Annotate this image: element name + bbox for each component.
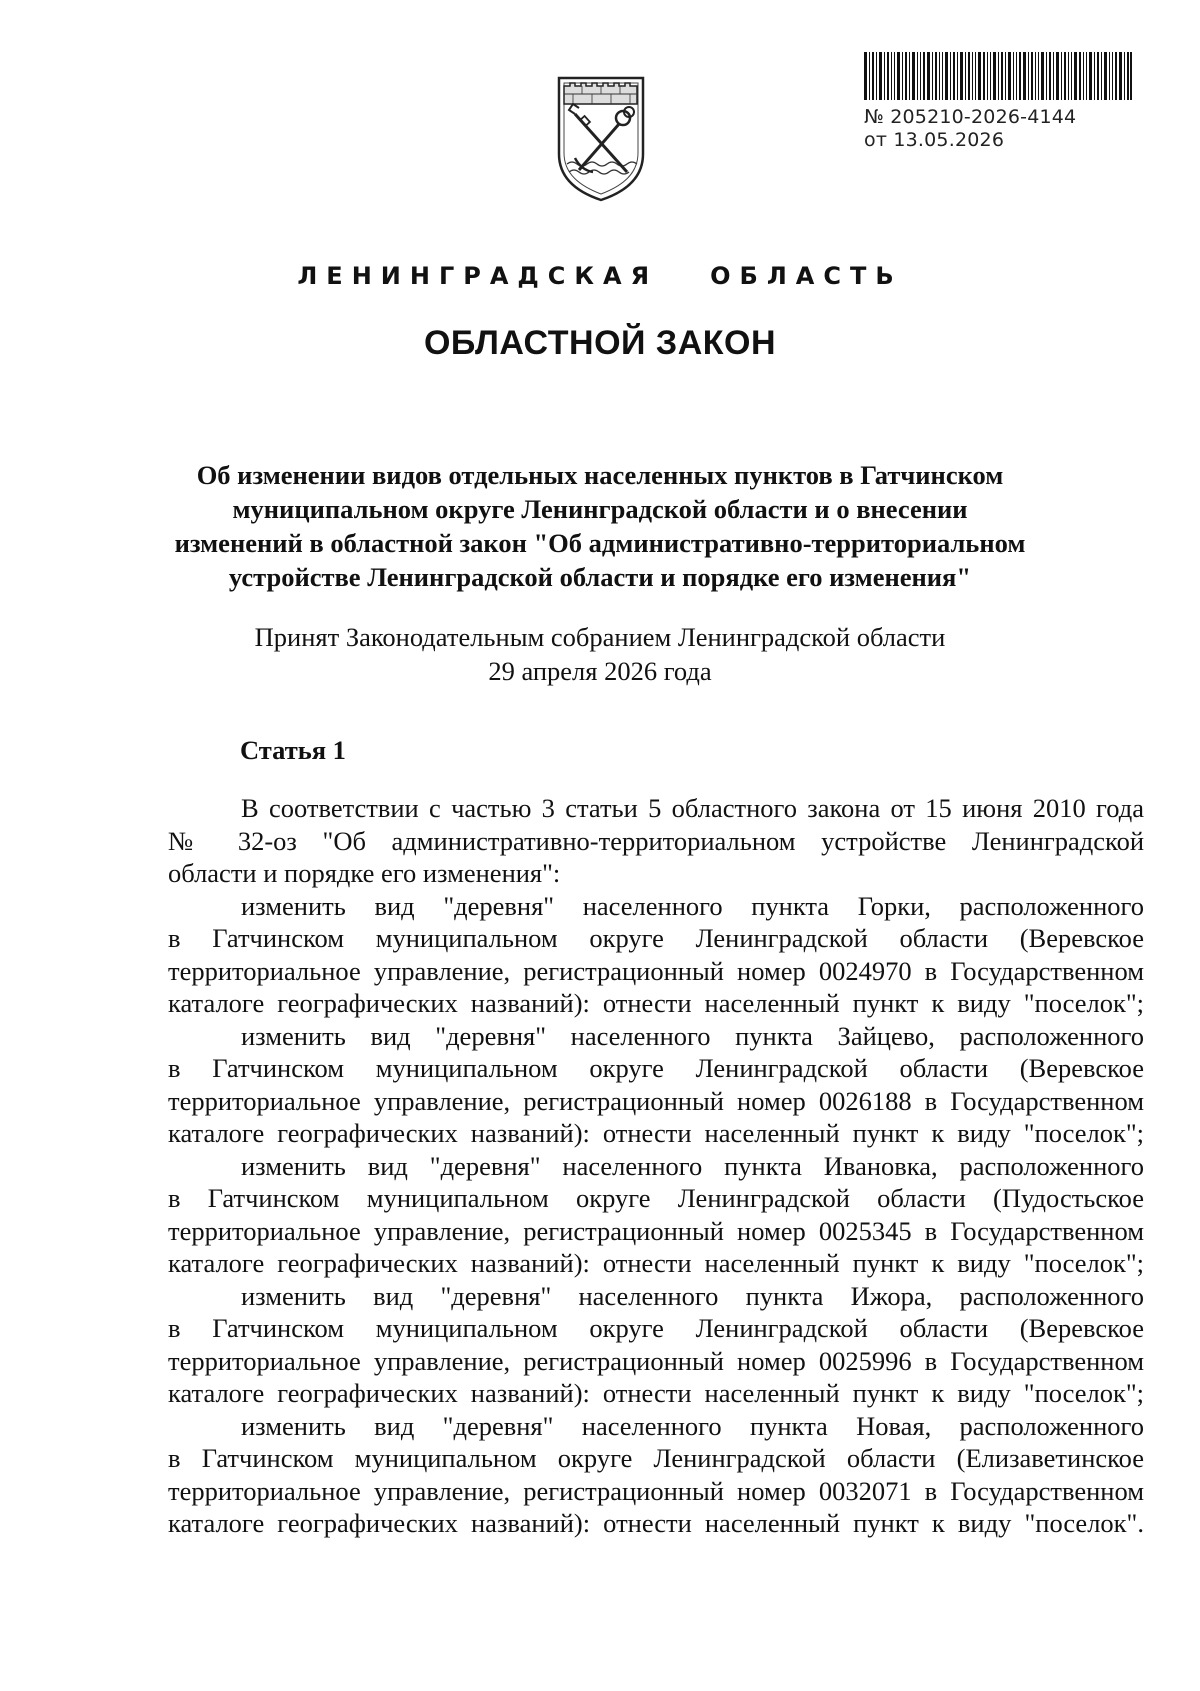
region-name: ЛЕНИНГРАДСКАЯ ОБЛАСТЬ (297, 262, 903, 290)
registration-date: от 13.05.2026 (864, 129, 1005, 151)
body-line: в Гатчинском муниципальном округе Ленинградской области (Елизаветинское (168, 1443, 1144, 1473)
article-heading: Статья 1 (240, 735, 346, 765)
law-title-line: устройстве Ленинградской области и порядке его изменения" (228, 562, 972, 592)
registration-number: № 205210-2026-4144 (864, 106, 1077, 128)
barcode-icon (864, 52, 1132, 100)
body-line: территориальное управление, регистрационный номер 0026188 в Государственном (168, 1085, 1144, 1116)
body-line: изменить вид "деревня" населенного пункта Зайцево, расположенного (241, 1020, 1144, 1051)
body-line: В соответствии с частью 3 статьи 5 областного закона от 15 июня 2010 года (241, 793, 1144, 823)
law-title (150, 458, 1050, 594)
body-line: территориальное управление, регистрационный номер 0024970 в Государственном (168, 955, 1144, 986)
body-line: каталоге географических названий): отнести населенный пункт к виду "поселок"; (168, 1118, 1144, 1148)
body-line: области и порядке его изменения": (168, 858, 561, 888)
body-line: в Гатчинском муниципальном округе Ленинградской области (Пудостьское (168, 1183, 1144, 1213)
body-line: в Гатчинском муниципальном округе Ленинградской области (Веревское (168, 923, 1144, 953)
body-line: № 32-оз "Об административно-территориальном устройстве Ленинградской (168, 825, 1144, 856)
law-title-line: изменений в областной закон "Об административно-территориальном (174, 528, 1026, 558)
body-line: каталоге географических названий): отнести населенный пункт к виду "поселок"; (168, 1378, 1144, 1408)
adoption-line: Принят Законодательным собранием Ленинградской области (254, 622, 946, 652)
body-line: территориальное управление, регистрационный номер 0025996 в Государственном (168, 1345, 1144, 1376)
law-title-line: Об изменении видов отдельных населенных пунктов в Гатчинском (196, 460, 1004, 490)
body-line: изменить вид "деревня" населенного пункта Новая, расположенного (241, 1410, 1144, 1441)
body-line: территориальное управление, регистрационный номер 0032071 в Государственном (168, 1475, 1144, 1506)
law-title-line: муниципальном округе Ленинградской области и о внесении (232, 494, 968, 524)
registration-block (864, 52, 1134, 152)
body-line: каталоге географических названий): отнести населенный пункт к виду "поселок"; (168, 1248, 1144, 1278)
article-body (168, 792, 1144, 1540)
adoption-date: 29 апреля 2026 года (488, 656, 712, 686)
body-line: в Гатчинском муниципальном округе Ленинградской области (Веревское (168, 1313, 1144, 1343)
coat-of-arms-icon (555, 74, 647, 202)
law-type-heading: ОБЛАСТНОЙ ЗАКОН (423, 324, 777, 362)
body-line: изменить вид "деревня" населенного пункта Ижора, расположенного (241, 1280, 1144, 1311)
body-line: в Гатчинском муниципальном округе Ленинградской области (Веревское (168, 1053, 1144, 1083)
body-line: изменить вид "деревня" населенного пункта Горки, расположенного (241, 890, 1144, 921)
body-line: каталоге географических названий): отнести населенный пункт к виду "поселок". (168, 1508, 1144, 1538)
body-line: территориальное управление, регистрационный номер 0025345 в Государственном (168, 1215, 1144, 1246)
adoption-note (150, 620, 1050, 688)
body-line: каталоге географических названий): отнести населенный пункт к виду "поселок"; (168, 988, 1144, 1018)
body-line: изменить вид "деревня" населенного пункта Ивановка, расположенного (241, 1150, 1144, 1181)
